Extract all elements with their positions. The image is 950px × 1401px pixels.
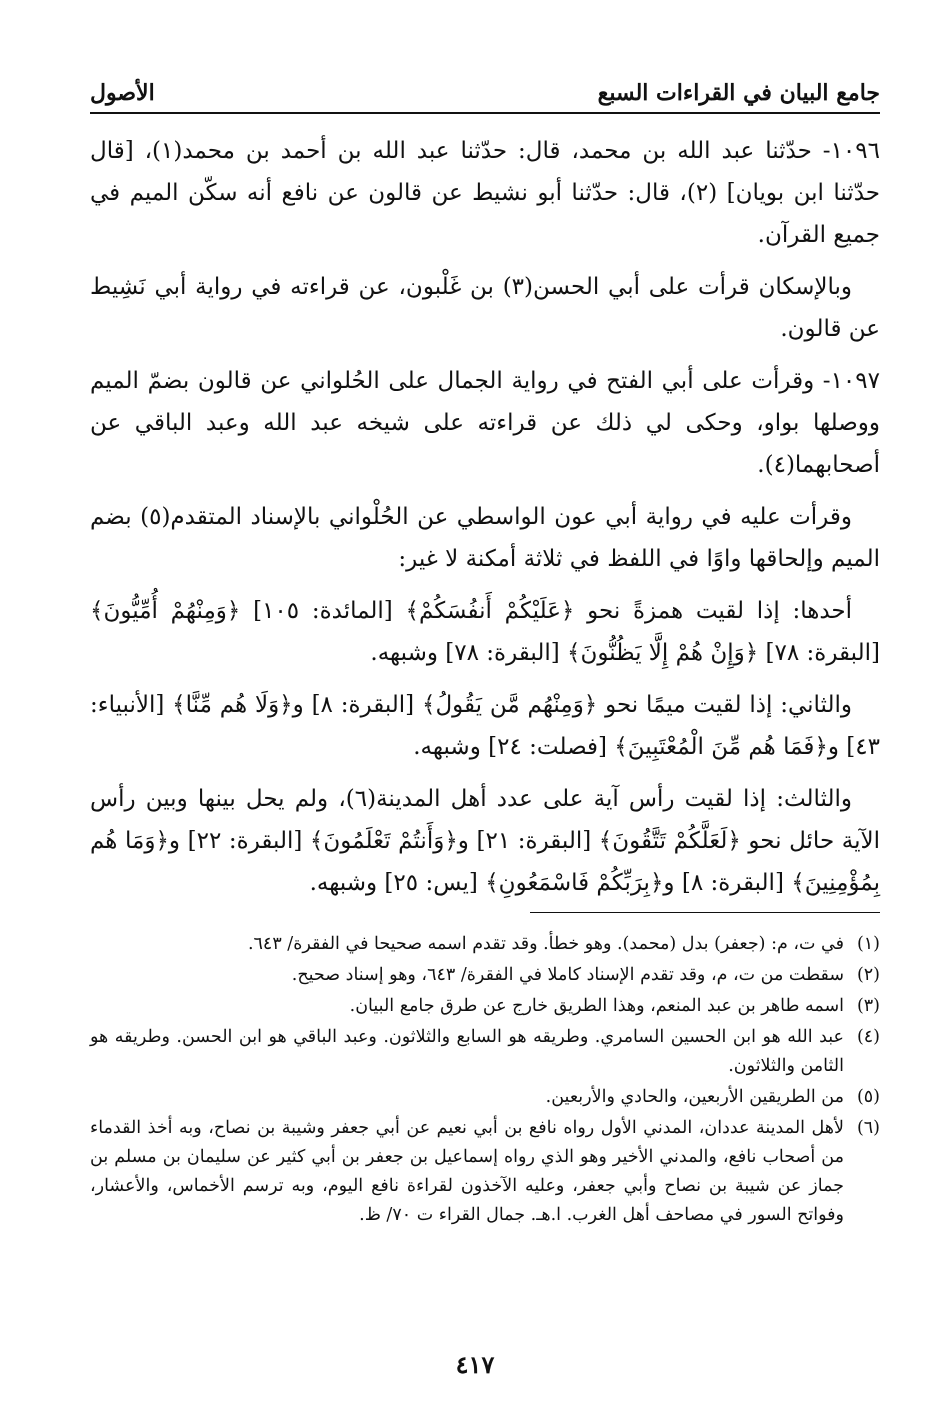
footnote-number: (٢) [856, 965, 880, 985]
footnote-text: من الطريقين الأربعين، والحادي والأربعين. [545, 1087, 844, 1107]
footnote-text: في ت، م: (جعفر) بدل (محمد). وهو خطأ. وقد تقدم اسمه صحيحا في الفقرة/ ٦٤٣. [247, 934, 844, 954]
footnote [90, 1083, 880, 1112]
footnote-text: لأهل المدينة عددان، المدني الأول رواه نافع بن أبي نعيم عن أبي جعفر وشيبة بن نصاح، وبه أخذ القدماء من أصحاب نافع، والمدني الأخير وهو الذي رواه إسماعيل بن جعفر بن أبي كثير عن سليمان بن مسلم بن جماز عن شيبة بن نصاح وأبي جعفر، وعليه الآخذون لقراءة نافع اليوم، وبه ترسم الأخماس، والأعشار، وفواتح السور في مصاحف أهل الغرب. ا.هـ. جمال القراء ت ٧٠/ ظ. [90, 1118, 844, 1225]
footnote [90, 961, 880, 990]
footnote-number: (٥) [856, 1087, 880, 1107]
main-text [90, 130, 880, 914]
footnote [90, 1023, 880, 1081]
running-header [90, 80, 880, 114]
book-title: جامع البيان في القراءات السبع [597, 80, 880, 106]
footnote-number: (٦) [856, 1118, 880, 1138]
paragraph-second-case: والثاني: إذا لقيت ميمًا نحو ﴿وَمِنْهُم مَّن يَقُولُ﴾ [البقرة: ٨] و﴿وَلَا هُم مِّنَّا﴾ [الأنبياء: ٤٣] و﴿فَمَا هُم مِّنَ الْمُعْتَبِينَ﴾ [فصلت: ٢٤] وشبهه. [90, 692, 880, 760]
footnote [90, 1114, 880, 1230]
footnote-number: (٣) [856, 996, 880, 1016]
paragraph-first-case: أحدها: إذا لقيت همزةً نحو ﴿عَلَيْكُمْ أَنفُسَكُمْ﴾ [المائدة: ١٠٥] ﴿وَمِنْهُمْ أُمِّيُّونَ﴾ [البقرة: ٧٨] ﴿وَإِنْ هُمْ إِلَّا يَظُنُّونَ﴾ [البقرة: ٧٨] وشبهه. [90, 598, 880, 666]
footnote [90, 930, 880, 959]
footnote-text: سقطت من ت، م، وقد تقدم الإسناد كاملا في الفقرة/ ٦٤٣، وهو إسناد صحيح. [291, 965, 844, 985]
paragraph-iskan: وبالإسكان قرأت على أبي الحسن(٣) بن غَلْبون، عن قراءته في رواية أبي نَشِيط عن قالون. [90, 274, 880, 342]
paragraph-abu-awn: وقرأت عليه في رواية أبي عون الواسطي عن الحُلْواني بالإسناد المتقدم(٥) بضم الميم وإلحاقها واوًا في اللفظ في ثلاثة أمكنة لا غير: [90, 504, 880, 572]
paragraph-1097: ١٠٩٧- وقرأت على أبي الفتح في رواية الجمال على الحُلواني عن قالون بضمّ الميم ووصلها بواو، وحكى لي ذلك عن قراءته على شيخه عبد الله وعبد الباقي عن أصحابهما(٤). [90, 368, 880, 478]
page-number: ٤١٧ [455, 1350, 495, 1379]
footnote-number: (١) [856, 934, 880, 954]
paragraph-third-case: والثالث: إذا لقيت رأس آية على عدد أهل المدينة(٦)، ولم يحل بينها وبين رأس الآية حائل نحو ﴿لَعَلَّكُمْ تَتَّقُونَ﴾ [البقرة: ٢١] و﴿وَأَنتُمْ تَعْلَمُونَ﴾ [البقرة: ٢٢] و﴿وَمَا هُم بِمُؤْمِنِينَ﴾ [البقرة: ٨] و﴿بِرَبِّكُمْ فَاسْمَعُونِ﴾ [يس: ٢٥] وشبهه. [90, 786, 880, 896]
section-title: الأصول [90, 80, 155, 106]
footnote [90, 992, 880, 1021]
footnote-text: اسمه طاهر بن عبد المنعم، وهذا الطريق خارج عن طرق جامع البيان. [349, 996, 844, 1016]
footnotes [90, 930, 880, 1232]
footnote-divider [530, 912, 880, 913]
footnote-number: (٤) [856, 1027, 880, 1047]
paragraph-1096: ١٠٩٦- حدّثنا عبد الله بن محمد، قال: حدّثنا عبد الله بن أحمد بن محمد(١)، [قال حدّثنا ابن بويان] (٢)، قال: حدّثنا أبو نشيط عن قالون عن نافع أنه سكّن الميم في جميع القرآن. [90, 138, 880, 248]
footnote-text: عبد الله هو ابن الحسين السامري. وطريقه هو السابع والثلاثون. وعبد الباقي هو ابن الحسن. وطريقه هو الثامن والثلاثون. [90, 1027, 844, 1076]
